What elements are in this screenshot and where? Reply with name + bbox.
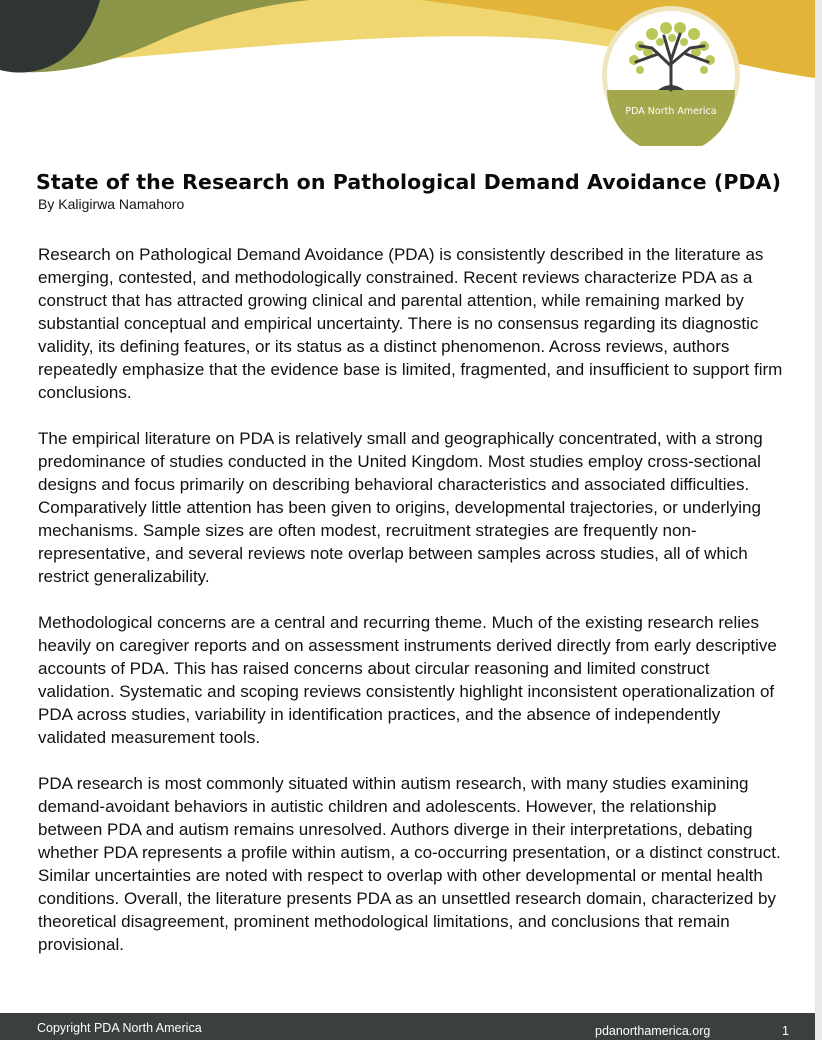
paragraph: The empirical literature on PDA is relatively small and geographically concentrated, with a strong predominance of studies conducted in the United Kingdom. Most studies employ cross-sectional designs and focus primarily on describing behavioral characteristics and associated difficulties. Comparatively little attention has been given to origins, developmental trajectories, or underlying mechanisms. Sample sizes are often modest, recruitment strategies are frequently non-representative, and several reviews note overlap between samples across studies, all of which restrict generalizability. (38, 429, 763, 586)
paragraph: Research on Pathological Demand Avoidance (PDA) is consistently described in the literature as emerging, contested, and methodologically constrained. Recent reviews characterize PDA as a construct that has attracted growing clinical and parental attention, while remaining marked by substantial conceptual and empirical uncertainty. There is no consensus regarding its diagnostic validity, its defining features, or its status as a distinct phenomenon. Across reviews, authors repeatedly emphasize that the evidence base is limited, fragmented, and insufficient to support firm conclusions. (38, 245, 783, 402)
author-byline: By Kaligirwa Namahoro (38, 196, 185, 212)
document-body (38, 243, 783, 979)
footer-copyright: Copyright PDA North America (37, 1021, 202, 1035)
pda-north-america-logo (600, 4, 742, 146)
paragraph: Methodological concerns are a central and recurring theme. Much of the existing research relies heavily on caregiver reports and on assessment instruments derived directly from early descriptive accounts of PDA. This has raised concerns about circular reasoning and limited construct validation. Systematic and scoping reviews consistently highlight inconsistent operationalization of PDA across studies, variability in identification practices, and the absence of independently validated measurement tools. (38, 613, 777, 747)
page-number: 1 (782, 1024, 789, 1038)
viewer-edge (815, 0, 822, 1040)
page-footer (0, 1013, 815, 1040)
document-title: State of the Research on Pathological Demand Avoidance (PDA) (36, 170, 782, 194)
footer-website-link[interactable]: pdanorthamerica.org (595, 1024, 711, 1038)
paragraph: PDA research is most commonly situated within autism research, with many studies examining demand-avoidant behaviors in autistic children and adolescents. However, the relationship between PDA and autism remains unresolved. Authors diverge in their interpretations, debating whether PDA represents a profile within autism, a co-occurring presentation, or a distinct construct. Similar uncertainties are noted with respect to overlap with other developmental or mental health conditions. Overall, the literature presents PDA as an unsettled research domain, characterized by theoretical disagreement, prominent methodological limitations, and conclusions that remain provisional. (38, 774, 781, 954)
logo-text: PDA North America (625, 106, 717, 117)
